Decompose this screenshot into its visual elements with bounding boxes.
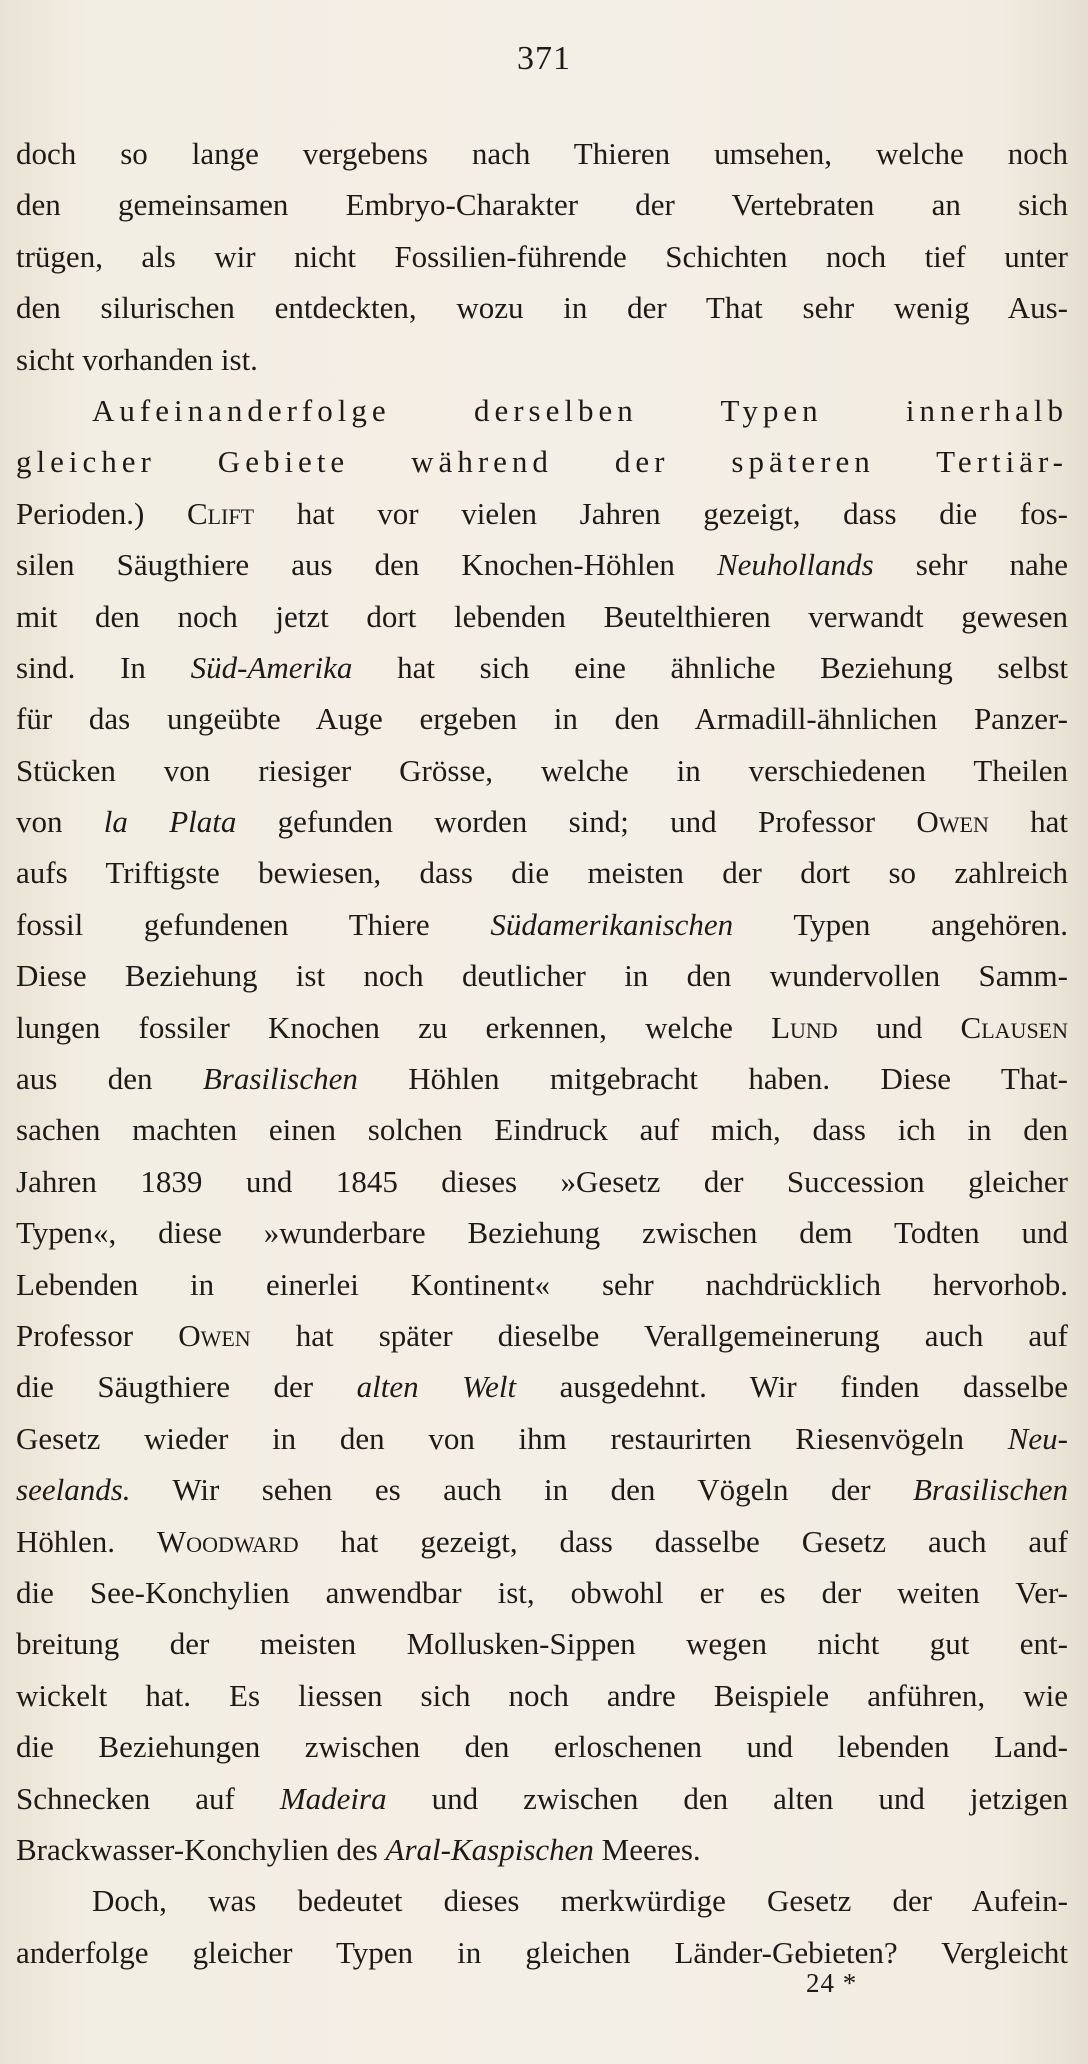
text-segment: silen Säugthiere aus den Knochen-Höhlen bbox=[16, 547, 717, 583]
text-segment: hat später dieselbe Verallgemeinerung auch auf bbox=[250, 1317, 1068, 1353]
text-line bbox=[16, 1670, 1068, 1721]
italic-text: Südamerikanischen bbox=[490, 906, 734, 942]
text-segment: fossil gefundenen Thiere bbox=[16, 906, 491, 942]
text-segment: Lebenden in einerlei Kontinent« sehr nachdrücklich hervorhob. bbox=[16, 1266, 1068, 1302]
text-segment: den gemeinsamen Embryo-Charakter der Vertebraten an sich bbox=[16, 187, 1068, 223]
text-line bbox=[16, 1567, 1068, 1618]
text-segment: hat sich eine ähnliche Beziehung selbst bbox=[352, 649, 1068, 685]
text-line bbox=[16, 436, 1068, 487]
text-segment: die See-Konchylien anwendbar ist, obwohl er es der weiten Ver- bbox=[16, 1574, 1068, 1610]
text-segment: lungen fossiler Knochen zu erkennen, welche bbox=[16, 1009, 772, 1045]
text-line bbox=[16, 1464, 1068, 1515]
text-line bbox=[16, 488, 1068, 539]
text-segment: Stücken von riesiger Grösse, welche in verschiedenen Theilen bbox=[16, 752, 1068, 788]
italic-text: alten Welt bbox=[356, 1369, 517, 1405]
text-segment: Gesetz wieder in den von ihm restaurirten Riesenvögeln bbox=[16, 1420, 1008, 1456]
text-segment: Höhlen. bbox=[16, 1523, 157, 1559]
text-segment: und zwischen den alten und jetzigen bbox=[386, 1780, 1068, 1816]
text-segment: anderfolge gleicher Typen in gleichen Länder-Gebieten? Vergleicht bbox=[16, 1934, 1068, 1970]
page-number: 371 bbox=[517, 40, 571, 77]
text-line bbox=[16, 950, 1068, 1001]
text-segment: aus den bbox=[16, 1061, 203, 1097]
text-line bbox=[16, 1516, 1068, 1567]
italic-text: Neuhollands bbox=[716, 547, 874, 583]
text-segment: Meeres. bbox=[593, 1831, 701, 1867]
text-segment: ausgedehnt. Wir finden dasselbe bbox=[516, 1369, 1068, 1405]
small-caps-name: Owen bbox=[178, 1317, 251, 1353]
text-segment: gleicher Gebiete während der späteren Tertiär- bbox=[16, 444, 1068, 480]
text-line bbox=[16, 1927, 1068, 1978]
text-line bbox=[16, 1773, 1068, 1824]
text-line bbox=[16, 1207, 1068, 1258]
text-segment: sehr nahe bbox=[873, 547, 1068, 583]
text-line bbox=[16, 1413, 1068, 1464]
text-line bbox=[16, 693, 1068, 744]
small-caps-name: Woodward bbox=[156, 1523, 299, 1559]
text-segment: die Beziehungen zwischen den erloschenen und lebenden Land- bbox=[16, 1729, 1068, 1765]
text-segment: trügen, als wir nicht Fossilien-führende Schichten noch tief unter bbox=[16, 238, 1068, 274]
text-line bbox=[16, 1618, 1068, 1669]
text-segment: gefunden worden sind; und Professor bbox=[236, 804, 917, 840]
text-segment: Perioden.) bbox=[16, 495, 187, 531]
text-line bbox=[16, 1310, 1068, 1361]
text-segment: Typen angehören. bbox=[733, 906, 1068, 942]
italic-text: Neu- bbox=[1007, 1420, 1068, 1456]
text-line bbox=[16, 179, 1068, 230]
text-segment: wickelt hat. Es liessen sich noch andre Beispiele anführen, wie bbox=[16, 1677, 1068, 1713]
small-caps-name: Owen bbox=[916, 804, 989, 840]
text-segment: hat gezeigt, dass dasselbe Gesetz auch auf bbox=[298, 1523, 1068, 1559]
text-segment: die Säugthiere der bbox=[16, 1369, 357, 1405]
text-segment: breitung der meisten Mollusken-Sippen wegen nicht gut ent- bbox=[16, 1626, 1068, 1662]
italic-text: Madeira bbox=[279, 1780, 387, 1816]
italic-text: Brasilischen bbox=[202, 1061, 358, 1097]
signature-mark: 24 * bbox=[806, 1968, 858, 1998]
text-segment: hat bbox=[988, 804, 1068, 840]
text-segment: mit den noch jetzt dort lebenden Beutelthieren verwandt gewesen bbox=[16, 598, 1068, 634]
text-line bbox=[16, 591, 1068, 642]
text-line bbox=[16, 385, 1068, 436]
small-caps-name: Lund bbox=[771, 1009, 838, 1045]
text-line bbox=[16, 847, 1068, 898]
text-segment: Jahren 1839 und 1845 dieses »Gesetz der Succession gleicher bbox=[16, 1163, 1068, 1199]
text-segment: hat vor vielen Jahren gezeigt, dass die fos- bbox=[254, 495, 1068, 531]
text-segment: Diese Beziehung ist noch deutlicher in den wundervollen Samm- bbox=[16, 958, 1068, 994]
text-segment: den silurischen entdeckten, wozu in der That sehr wenig Aus- bbox=[16, 290, 1068, 326]
text-line bbox=[16, 1721, 1068, 1772]
text-segment: sachen machten einen solchen Eindruck auf mich, dass ich in den bbox=[16, 1112, 1068, 1148]
text-line bbox=[16, 1361, 1068, 1412]
text-line bbox=[16, 1875, 1068, 1926]
text-line bbox=[16, 231, 1068, 282]
text-line bbox=[16, 642, 1068, 693]
italic-text: Aral-Kaspischen bbox=[385, 1831, 594, 1867]
text-line bbox=[16, 745, 1068, 796]
text-segment: Aufeinanderfolge derselben Typen innerhalb bbox=[92, 392, 1068, 428]
text-segment: Professor bbox=[16, 1317, 179, 1353]
text-line bbox=[16, 128, 1068, 179]
italic-text: la Plata bbox=[103, 804, 237, 840]
text-segment: Typen«, diese »wunderbare Beziehung zwischen dem Todten und bbox=[16, 1215, 1068, 1251]
text-segment: doch so lange vergebens nach Thieren umsehen, welche noch bbox=[16, 136, 1068, 171]
text-line bbox=[16, 796, 1068, 847]
text-segment: Brackwasser-Konchylien des bbox=[16, 1831, 386, 1867]
small-caps-name: Clift bbox=[186, 495, 255, 531]
text-segment: Wir sehen es auch in den Vögeln der bbox=[130, 1472, 913, 1508]
italic-text: seelands. bbox=[16, 1472, 131, 1508]
text-segment: für das ungeübte Auge ergeben in den Armadill-ähnlichen Panzer- bbox=[16, 701, 1068, 737]
text-segment: Schnecken auf bbox=[16, 1780, 280, 1816]
text-line bbox=[16, 1002, 1068, 1053]
text-segment: Doch, was bedeutet dieses merkwürdige Gesetz der Aufein- bbox=[92, 1883, 1068, 1919]
text-segment: von bbox=[16, 804, 104, 840]
text-line bbox=[16, 1156, 1068, 1207]
text-line bbox=[16, 1259, 1068, 1310]
text-line bbox=[16, 539, 1068, 590]
text-segment: sicht vorhanden ist. bbox=[16, 341, 258, 377]
text-line bbox=[16, 282, 1068, 333]
italic-text: Brasilischen bbox=[913, 1472, 1068, 1508]
text-line bbox=[16, 1104, 1068, 1155]
body-text bbox=[16, 128, 1068, 1978]
text-segment: und bbox=[837, 1009, 961, 1045]
text-line bbox=[16, 1053, 1068, 1104]
small-caps-name: Clausen bbox=[960, 1009, 1068, 1045]
text-line bbox=[16, 899, 1068, 950]
text-line bbox=[16, 1824, 1068, 1875]
text-segment: Höhlen mitgebracht haben. Diese That- bbox=[357, 1061, 1068, 1097]
text-line bbox=[16, 334, 1068, 385]
italic-text: Süd-Amerika bbox=[190, 649, 353, 685]
text-segment: sind. In bbox=[16, 649, 191, 685]
text-segment: aufs Triftigste bewiesen, dass die meisten der dort so zahlreich bbox=[16, 855, 1068, 891]
